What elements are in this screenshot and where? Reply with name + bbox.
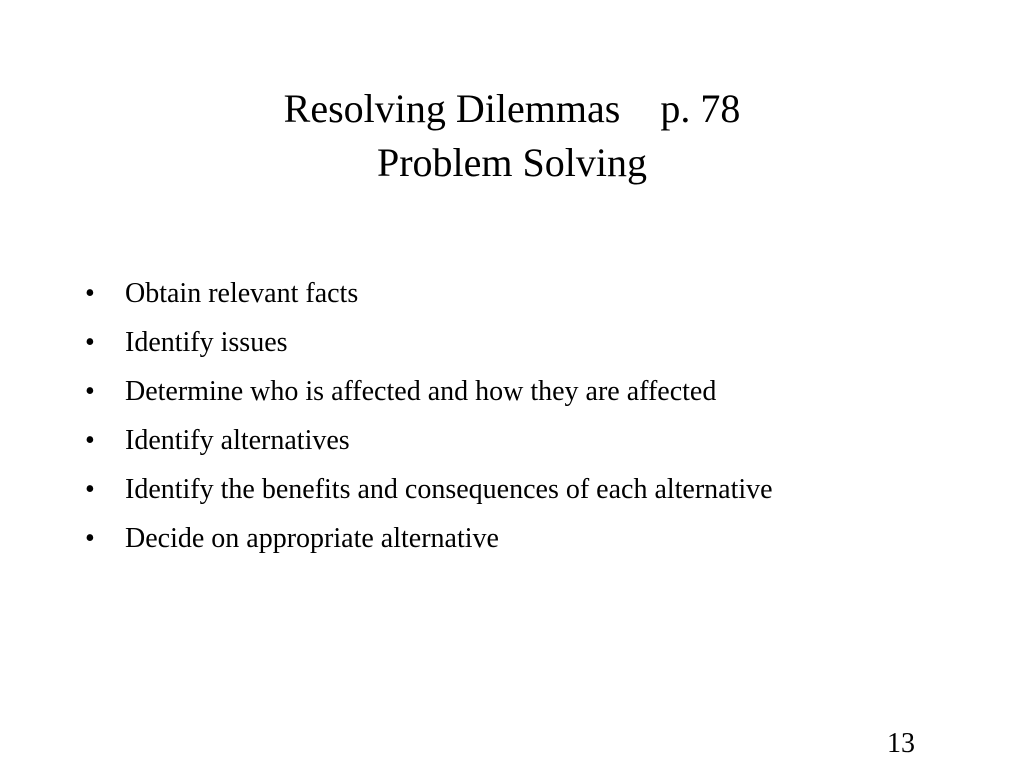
bullet-icon: • <box>85 376 95 407</box>
list-item <box>85 472 773 507</box>
bullet-icon: • <box>85 278 95 309</box>
bullet-text: Obtain relevant facts <box>125 278 359 309</box>
list-item <box>85 325 773 360</box>
list-item <box>85 276 773 311</box>
bullet-list <box>85 276 773 570</box>
list-item <box>85 521 773 556</box>
title-line-2: Problem Solving <box>376 140 648 185</box>
bullet-icon: • <box>85 523 95 554</box>
page-number: 13 <box>887 728 915 759</box>
list-item <box>85 374 773 409</box>
slide-title <box>0 82 1024 190</box>
title-line-1: Resolving Dilemmas p. 78 <box>283 86 741 131</box>
list-item <box>85 423 773 458</box>
bullet-text: Identify alternatives <box>125 425 350 456</box>
bullet-text: Determine who is affected and how they are affected <box>125 376 717 407</box>
bullet-text: Identify the benefits and consequences of each alternative <box>125 474 773 505</box>
bullet-icon: • <box>85 425 95 456</box>
bullet-text: Decide on appropriate alternative <box>125 523 499 554</box>
bullet-text: Identify issues <box>125 327 288 358</box>
bullet-icon: • <box>85 474 95 505</box>
bullet-icon: • <box>85 327 95 358</box>
